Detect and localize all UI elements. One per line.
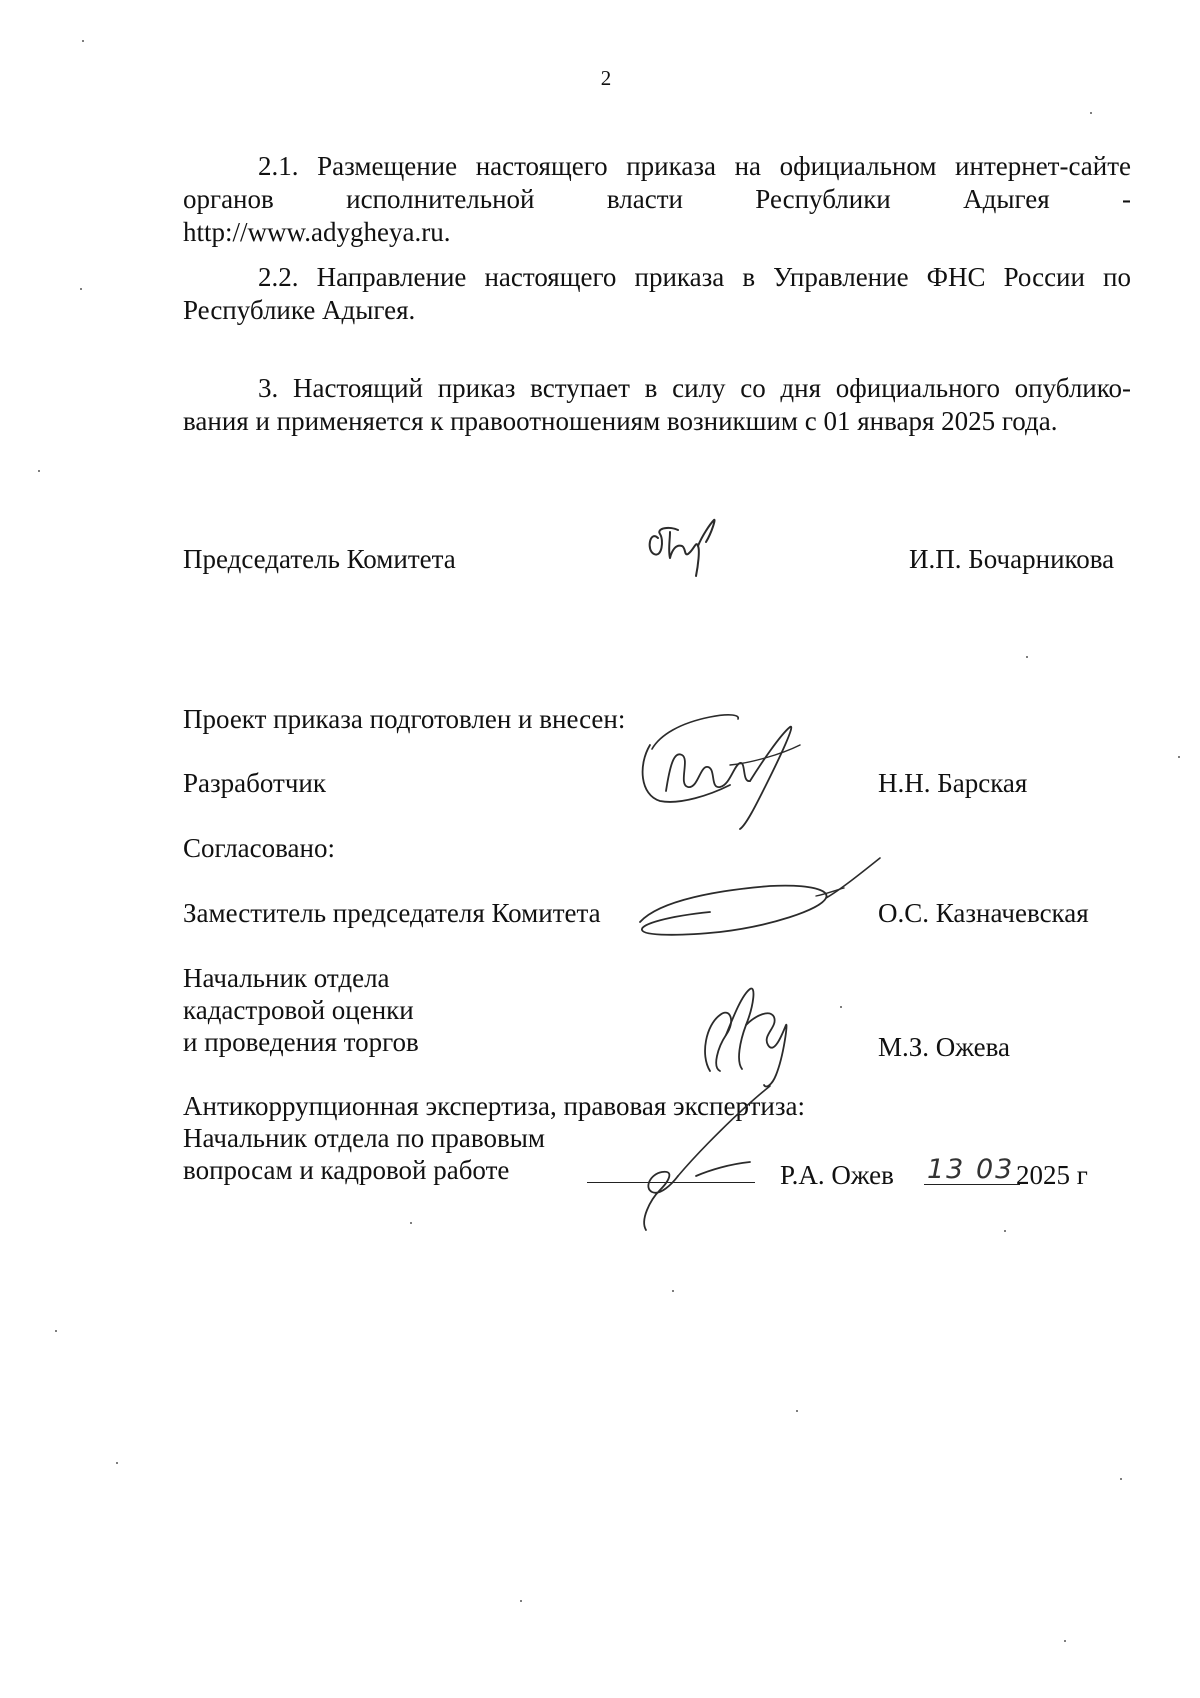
scan-speck (82, 40, 84, 42)
paragraph-3 (183, 372, 1131, 438)
head-cadastral-name: М.З. Ожева (878, 1032, 1010, 1062)
head-cadastral-signature (690, 975, 810, 1095)
developer-position: Разработчик (183, 768, 326, 798)
scan-speck (80, 288, 82, 290)
prepared-intro: Проект приказа подготовлен и внесен: (183, 704, 626, 734)
paragraph-2-2 (183, 261, 1131, 327)
paragraph-line-link: http://www.adygheya.ru. (183, 217, 451, 247)
legal-date-handwritten: 13 03 (927, 1154, 1015, 1185)
paragraph-line: Республике Адыгея. (183, 295, 416, 325)
head-cadastral-line3: и проведения торгов (183, 1027, 419, 1057)
scan-speck (38, 470, 40, 472)
legal-name: Р.А. Ожев (780, 1160, 894, 1190)
scan-speck (410, 1222, 412, 1224)
scan-speck (672, 1290, 674, 1292)
chairman-position: Председатель Комитета (183, 544, 456, 574)
deputy-signature (630, 850, 890, 960)
scan-speck (840, 1006, 842, 1008)
deputy-position: Заместитель председателя Комитета (183, 898, 601, 928)
scan-speck (1178, 756, 1180, 758)
scan-speck (796, 1410, 798, 1412)
page-number: 2 (600, 66, 612, 90)
head-cadastral-line1: Начальник отдела (183, 963, 390, 993)
chairman-name: И.П. Бочарникова (909, 544, 1115, 574)
scan-speck (1120, 1478, 1122, 1480)
scan-speck (1026, 656, 1028, 658)
scan-speck (520, 1600, 522, 1602)
head-cadastral-line2: кадастровой оценки (183, 995, 414, 1025)
paragraph-line: 2.1. Размещение настоящего приказа на официальном интернет-сайте (258, 151, 1131, 181)
developer-name: Н.Н. Барская (878, 768, 1028, 798)
deputy-name: О.С. Казначевская (878, 898, 1089, 928)
legal-line1: Начальник отдела по правовым (183, 1123, 545, 1153)
paragraph-line: 2.2. Направление настоящего приказа в Управление ФНС России по (258, 262, 1131, 292)
legal-heading: Антикоррупционная экспертиза, правовая экспертиза: (183, 1091, 806, 1121)
legal-year: 2025 г (1016, 1160, 1088, 1190)
paragraph-2-1 (183, 150, 1131, 249)
scan-speck (1064, 1640, 1066, 1642)
paragraph-line: вания и применяется к правоотношениям возникшим с 01 января 2025 года. (183, 406, 1058, 436)
scan-speck (116, 1462, 118, 1464)
paragraph-line: органов исполнительной власти Республики Адыгея - (183, 184, 1131, 214)
legal-date-line (924, 1184, 1020, 1185)
scan-speck (1004, 1230, 1006, 1232)
legal-line2: вопросам и кадровой работе (183, 1155, 510, 1185)
agreed-label: Согласовано: (183, 833, 335, 863)
scan-speck (1090, 112, 1092, 114)
scan-speck (55, 1330, 57, 1332)
chairman-signature (640, 510, 730, 590)
developer-signature (630, 705, 820, 835)
paragraph-line: 3. Настоящий приказ вступает в силу со дня официального опублико- (258, 373, 1131, 403)
